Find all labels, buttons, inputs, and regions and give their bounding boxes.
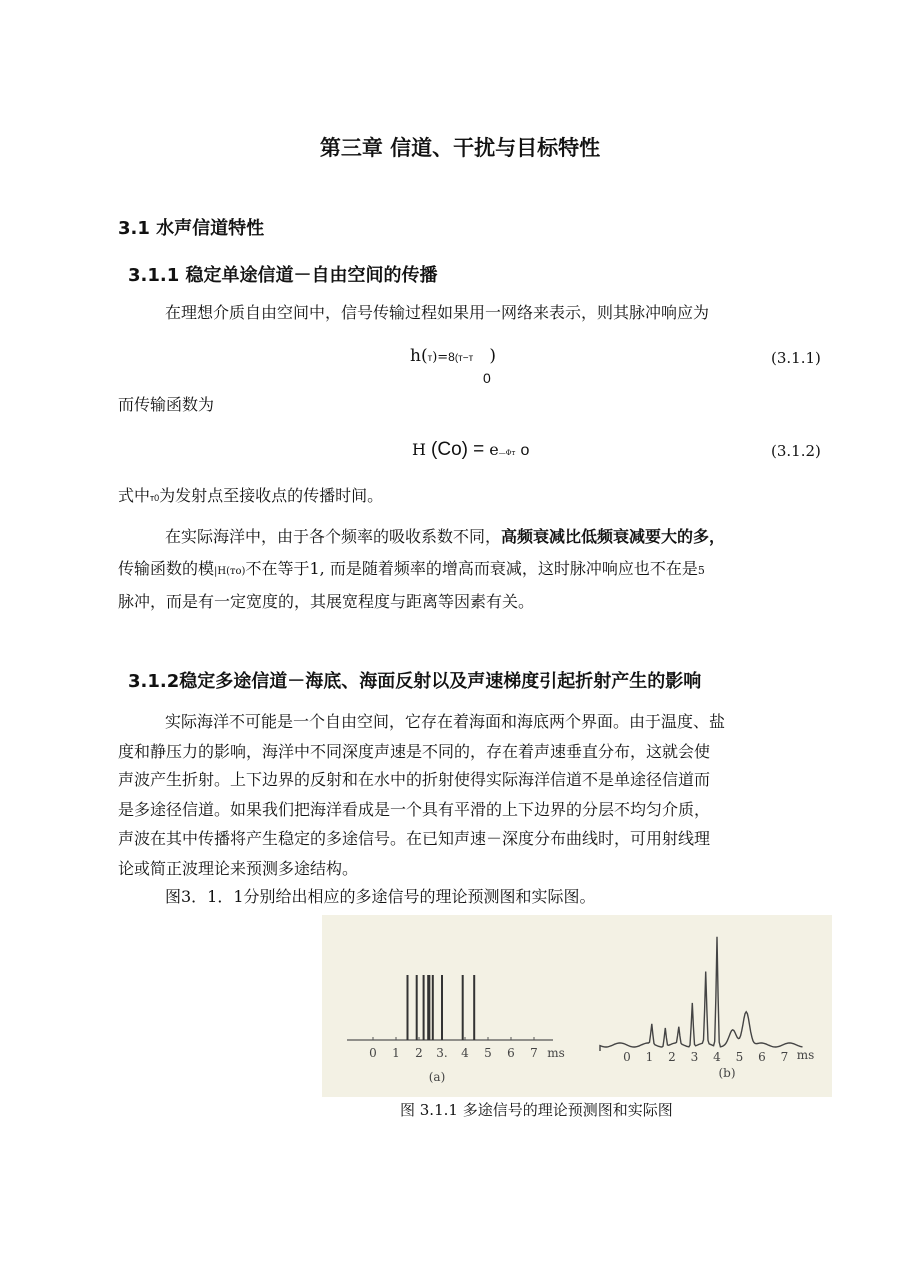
tick-label-a: 3. [436,1046,448,1060]
subsection-heading-3-1-2: 3.1.2稳定多途信道－海底、海面反射以及声速梯度引起折射产生的影响 [128,671,702,692]
tick-label-b: 0 [623,1050,631,1064]
tick-label-b: 2 [668,1050,676,1064]
tick-label-a: 1 [392,1046,400,1060]
tick-label-a: 4 [461,1046,469,1060]
paragraph-intro: 在理想介质自由空间中，信号传输过程如果用一网络来表示，则其脉冲响应为 [165,303,710,322]
unit-label-a: ms [547,1046,565,1060]
tick-label-b: 3 [690,1050,699,1064]
tick-label-a: 7 [530,1046,538,1060]
eq-text: o [520,442,530,459]
tick-label-b: 6 [758,1050,766,1064]
paragraph-line: 图3．1．1分别给出相应的多途信号的理论预测图和实际图。 [165,887,596,906]
text: 式中 [118,486,151,505]
paragraph-line: 论或简正波理论来预测多途结构。 [118,859,359,878]
equation-3-1-2 [412,440,529,463]
paragraph-line: 实际海洋不可能是一个自由空间，它存在着海面和海底两个界面。由于温度、盐 [165,712,726,731]
unit-label-b: ms [796,1048,815,1062]
equation-3-1-1 [410,346,497,386]
tick-label-b: 5 [735,1050,744,1064]
symbol: т0 [150,493,160,503]
tick-label-b: 7 [780,1050,789,1064]
multipath-figure [322,915,832,1097]
eq-text: H [412,440,426,459]
tick-label-b: 1 [645,1050,654,1064]
eq-text: ) [489,346,497,366]
bold-text: 高频衰减比低频衰减要大的多， [501,527,726,546]
eq-text: т [427,353,433,364]
equation-label: (3.1.2) [771,442,821,460]
eq-text: h( [410,346,428,366]
tick-label-b: 4 [713,1050,721,1064]
paragraph-line: 声波在其中传播将产生稳定的多途信号。在已知声速－深度分布曲线时，可用射线理 [118,829,711,848]
panel-label-b: (b) [718,1066,736,1080]
tick-label-a: 2 [415,1046,423,1060]
paragraph-line: 度和静压力的影响，海洋中不同深度声速是不同的，存在着声速垂直分布，这就会使 [118,742,711,761]
eq-text: = [473,439,485,460]
equation-label: (3.1.1) [771,349,821,367]
tick-label-a: 0 [369,1046,377,1060]
signal-trace-b [600,937,803,1051]
section-title: 水声信道特性 [156,218,265,239]
text: 在实际海洋中，由于各个频率的吸收系数不同， [165,527,502,546]
section-heading [118,218,264,240]
figure-caption: 图 3.1.1 多途信号的理论预测图和实际图 [400,1101,673,1119]
eq-text: 8 [448,350,455,364]
eq-text: —Φт [498,449,516,457]
tick-label-a: 5 [484,1046,492,1060]
paragraph-line [165,527,725,547]
tick-label-a: 6 [507,1046,515,1060]
paragraph-line: 声波产生折射。上下边界的反射和在水中的折射使得实际海洋信道不是单途径信道而 [118,770,711,789]
paragraph-line: 脉冲，而是有一定宽度的，其展宽程度与距离等因素有关。 [118,592,535,611]
eq-subscript: 0 [483,370,491,386]
paragraph-line: 是多途径信道。如果我们把海洋看成是一个具有平滑的上下边界的分层不均匀介质， [118,800,711,819]
eq-text: (Co) [431,439,468,460]
text: 不在等于1, 而是随着频率的增高而衰减，这时脉冲响应也不在是 [245,559,698,578]
subsection-heading-3-1-1: 3.1.1 稳定单途信道－自由空间的传播 [128,265,438,286]
eq-text: e [489,440,499,459]
text: 传输函数的模 [118,559,215,578]
where-sentence [118,486,383,508]
chapter-title: 第三章 信道、干扰与目标特性 [319,136,601,160]
transfer-intro: 而传输函数为 [118,395,215,414]
symbol: |H(тo) [214,566,246,577]
figure-plots [322,915,832,1097]
section-number: 3.1 [118,218,150,239]
text: 为发射点至接收点的传播时间。 [159,486,384,505]
text: 5 [697,564,705,577]
panel-label-a: (a) [428,1070,446,1084]
eq-text: (т−т [454,353,474,364]
paragraph-line [118,559,705,582]
eq-text: )= [432,350,449,365]
